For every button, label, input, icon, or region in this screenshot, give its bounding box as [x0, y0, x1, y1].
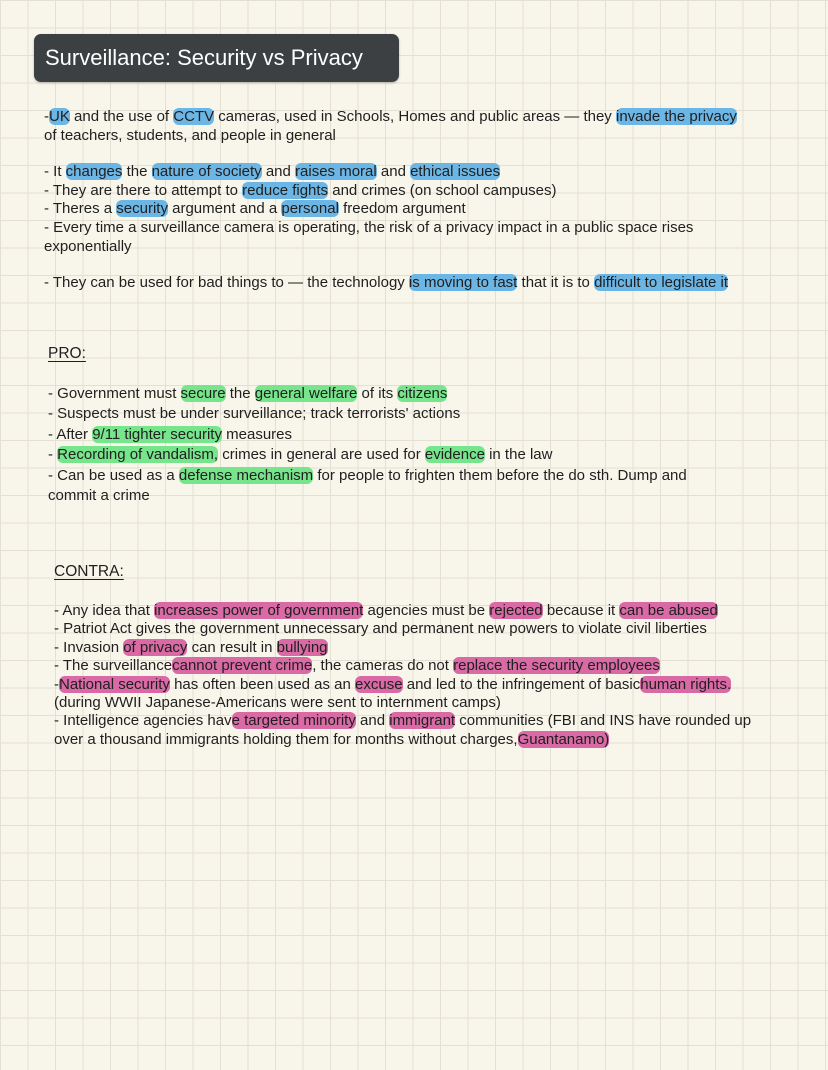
- highlight-blue: UK: [49, 108, 70, 125]
- text-line: commit a crime: [48, 487, 150, 505]
- text-line: - They can be used for bad things to — the technology is moving to fast that it is to difficult to legislate it: [44, 274, 729, 292]
- text-line: - The surveillancecannot prevent crime, the cameras do not replace the security employees: [54, 657, 660, 675]
- highlight-pink: immigrant: [389, 712, 456, 730]
- highlight-green: general welfare: [254, 385, 358, 402]
- highlight-blue: difficult to legislate it: [594, 274, 729, 292]
- highlight-pink: can be abused: [619, 602, 718, 619]
- text-line: - Government must secure the general welfare of its citizens: [48, 385, 448, 402]
- highlight-pink: bullying: [276, 638, 328, 656]
- highlight-pink: human rights.: [640, 675, 732, 693]
- highlight-pink: excuse: [355, 675, 403, 693]
- highlight-green: defense mechanism: [178, 466, 314, 484]
- highlight-blue: CCTV: [173, 108, 215, 125]
- highlight-blue: changes: [65, 163, 123, 181]
- text-line: (during WWII Japanese-Americans were sent to internment camps): [54, 694, 501, 712]
- highlight-green: 9/11 tighter security: [92, 425, 222, 443]
- contra-heading: CONTRA:: [54, 563, 124, 580]
- text-line: over a thousand immigrants holding them for months without charges,Guantanamo): [54, 730, 610, 748]
- pro-heading: PRO:: [48, 345, 86, 362]
- text-line: - They are there to attempt to reduce fights and crimes (on school campuses): [44, 181, 557, 199]
- text-line: - Invasion of privacy can result in bullying: [54, 638, 328, 656]
- highlight-pink: of privacy: [123, 638, 188, 656]
- highlight-green: evidence: [424, 446, 485, 464]
- text-line: of teachers, students, and people in general: [44, 126, 336, 144]
- text-line: - Any idea that increases power of government agencies must be rejected because it can be abused: [54, 602, 718, 619]
- highlight-pink: cannot prevent crime: [172, 657, 313, 675]
- highlight-pink: rejected: [489, 602, 543, 619]
- text-line: - Can be used as a defense mechanism for people to frighten them before the do sth. Dump and: [48, 466, 687, 484]
- highlight-pink: e targeted minority: [231, 712, 356, 730]
- highlight-blue: reduce fights: [242, 181, 329, 199]
- highlight-blue: nature of society: [151, 163, 262, 181]
- text-line: exponentially: [44, 237, 132, 255]
- pro-section: [48, 384, 788, 506]
- text-line: - After 9/11 tighter security measures: [48, 425, 293, 443]
- highlight-pink: National security: [59, 675, 170, 693]
- intro-section: [44, 108, 804, 293]
- text-line: - Recording of vandalism, crimes in general are used for evidence in the law: [48, 446, 553, 464]
- text-line: - Patriot Act gives the government unnecessary and permanent new powers to violate civil liberties: [54, 620, 707, 638]
- text-line: -UK and the use of CCTV cameras, used in Schools, Homes and public areas — they invade the privacy: [44, 108, 737, 125]
- highlight-pink: replace the security employees: [453, 657, 660, 675]
- highlight-blue: ethical issues: [410, 163, 501, 181]
- page-title: Surveillance: Security vs Privacy: [34, 34, 399, 82]
- highlight-green: Recording of vandalism,: [57, 446, 219, 464]
- highlight-blue: security: [116, 200, 168, 218]
- highlight-blue: is moving to fast: [408, 274, 518, 292]
- text-line: - Every time a surveillance camera is operating, the risk of a privacy impact in a public space rises: [44, 218, 694, 236]
- highlight-pink: increases power of government: [154, 602, 364, 619]
- highlight-pink: Guantanamo): [517, 730, 610, 748]
- text-line: - Theres a security argument and a personal freedom argument: [44, 200, 466, 218]
- text-line: - It changes the nature of society and raises moral and ethical issues: [44, 163, 501, 181]
- contra-section: [54, 602, 814, 749]
- highlight-green: citizens: [397, 385, 448, 402]
- highlight-green: secure: [180, 385, 226, 402]
- highlight-blue: raises moral: [295, 163, 377, 181]
- text-line: - Intelligence agencies have targeted minority and immigrant communities (FBI and INS have rounded up: [54, 712, 752, 730]
- highlight-blue: invade the privacy: [615, 108, 737, 125]
- text-line: - Suspects must be under surveillance; track terrorists' actions: [48, 405, 461, 423]
- highlight-blue: personal: [281, 200, 339, 218]
- text-line: -National security has often been used as an excuse and led to the infringement of basichuman rights.: [54, 675, 732, 693]
